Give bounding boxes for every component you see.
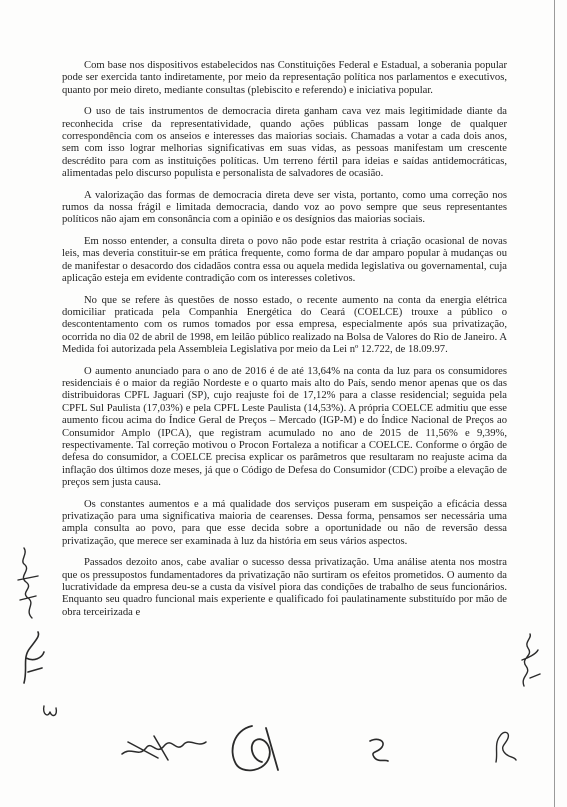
paragraph-4: Em nosso entender, a consulta direta o povo não pode estar restrita à criação ocasional de novas leis, mas deveria constituir-se em prática frequente, como forma de dar amparo popular à mudanças ou de manifestar o desacordo dos cidadãos contra essa ou aquela medida legislativa ou governamental, cuja aplicação esteja em evidente contradição com os interesses coletivos. <box>62 235 507 285</box>
paragraph-7: Os constantes aumentos e a má qualidade dos serviços puseram em suspeição a eficácia dessa privatização para uma significativa maioria de cearenses. Dessa forma, pensamos ser necessária uma ampla consulta ao povo, para que esse decida sobre a oportunidade ou não de reversão dessa privatização, que merece ser examinada à luz da história em seus vários aspectos. <box>62 498 507 547</box>
bottom-signature-1 <box>118 728 210 764</box>
paragraph-8: Passados dezoito anos, cabe avaliar o sucesso dessa privatização. Uma análise atenta nos mostra que os pressupostos fundamentadores da privatização não surtiram os efeitos prometidos. O aumento da lucratividade da empresa deu-se a custa da visível piora das condições de trabalho de seus funcionários. Enquanto seu quadro funcional mais experiente e qualificado foi paulatinamente substituído por mão de obra terceirizada e <box>62 557 507 618</box>
margin-signature-left-middle <box>18 628 48 688</box>
bottom-initials <box>364 735 392 765</box>
bottom-signature-right <box>490 726 520 766</box>
document-body <box>62 60 507 628</box>
page-edge-line <box>554 0 555 807</box>
bottom-signature-2 <box>222 720 284 778</box>
margin-initials-left-bottom <box>40 702 62 726</box>
paragraph-3: A valorização das formas de democracia direta deve ser vista, portanto, como uma correção nos rumos da nossa frágil e limitada democracia, dando voz ao povo sempre que seus representantes políticos não ajam em consonância com a opinião e os desígnios das maiorias sociais. <box>62 189 507 226</box>
margin-signature-right <box>516 630 544 690</box>
paragraph-6: O aumento anunciado para o ano de 2016 é de até 13,64% na conta da luz para os consumidores residenciais é o maior da região Nordeste e o quarto mais alto do País, sendo menor apenas que os das distribuidoras CPFL Jaguari (SP), cujo reajuste foi de 17,12% para a classe residencial; seguida pela CPFL Sul Paulista (17,03%) e pela CPFL Leste Paulista (14,53%). A própria COELCE admitiu que esse aumento ficou acima do Índice Geral de Preços – Mercado (IGP-M) e do Índice Nacional de Preços ao Consumidor Amplo (IPCA), que registram acumulado no ano de 2015 de 11,56% e 9,39%, respectivamente. Tal correção motivou o Procon Fortaleza a notificar a COELCE. Conforme o órgão de defesa do consumidor, a COELCE precisa explicar os parâmetros que resultaram no reajuste acima da inflação dos últimos doze meses, já que o Código de Defesa do Consumidor (CDC) proíbe a elevação de preços sem justa causa. <box>62 365 507 489</box>
margin-signature-left-top <box>10 540 44 620</box>
paragraph-5: No que se refere às questões de nosso estado, o recente aumento na conta da energia elétrica domiciliar praticada pela Companhia Energética do Ceará (COELCE) trouxe a público o descontentamento com os rumos tomados por essa empresa, especialmente após sua privatização, ocorrida no dia 02 de abril de 1998, em leilão público realizado na Bolsa de Valores do Rio de Janeiro. A Medida foi autorizada pela Assembleia Legislativa por meio da Lei nº 12.722, de 18.09.97. <box>62 294 507 356</box>
paragraph-1: Com base nos dispositivos estabelecidos nas Constituições Federal e Estadual, a soberania popular pode ser exercida tanto indiretamente, por meio da representação política nos parlamentos e executivos, quanto por meio direto, mediante consultas (plebiscito e referendo) e iniciativa popular. <box>62 60 507 96</box>
paragraph-2: O uso de tais instrumentos de democracia direta ganham cava vez mais legitimidade diante da reconhecida crise da representatividade, quando ações públicas passam longe de qualquer correspondência com os anseios e interesses das maiorias sociais. Chamadas a votar a cada dois anos, sem com isso lograr melhorias significativas em suas vidas, as pessoas manifestam um crescente descrédito para com as instituições políticas. Um terreno fértil para ideias e saídas antidemocráticas, alimentadas pelo discurso populista e personalista de salvadores de ocasião. <box>62 106 507 180</box>
